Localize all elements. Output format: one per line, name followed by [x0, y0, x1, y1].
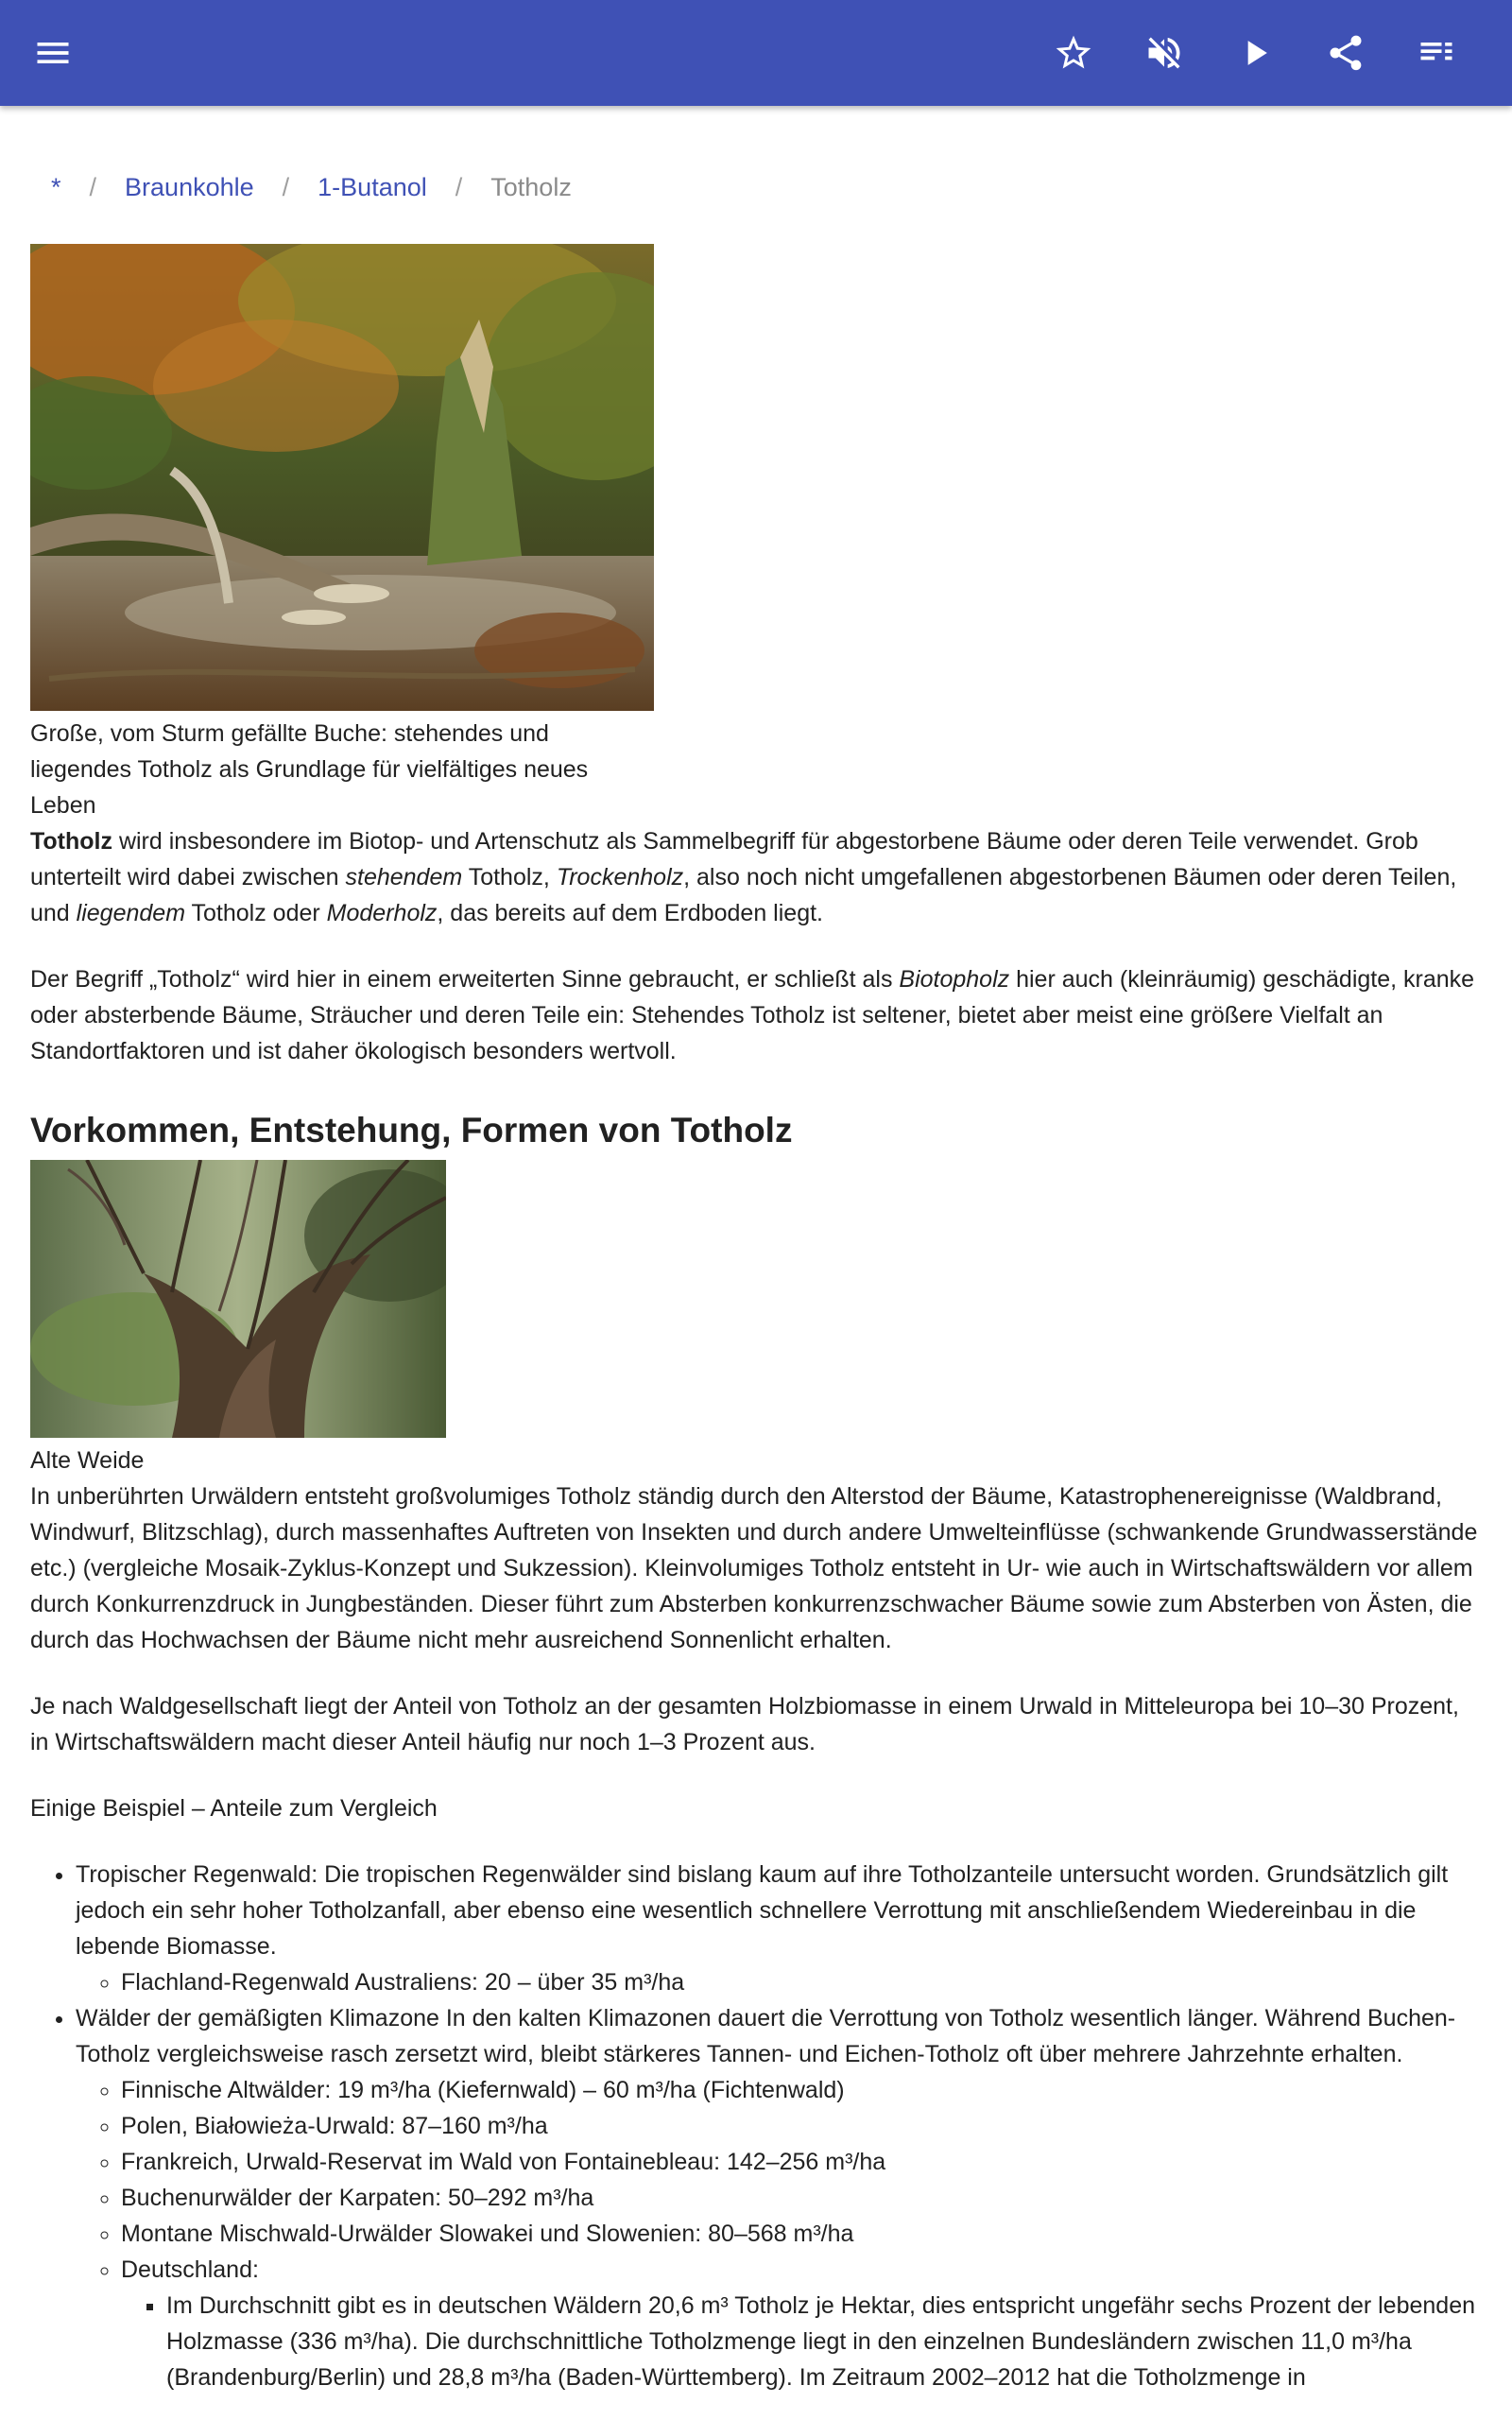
list-item: ◦ Flachland-Regenwald Australiens: 20 – über 35 m³/ha	[121, 1964, 1482, 2000]
intro-paragraph-1	[30, 823, 1482, 931]
text-span: Der Begriff „Totholz“ wird hier in einem erweiterten Sinne gebraucht, er schließt als	[30, 966, 900, 993]
intro-paragraph-2	[30, 961, 1482, 1069]
app-bar	[0, 0, 1512, 106]
text-span: wird insbesondere im Biotop- und Artenschutz als Sammelbegriff für abgestorbene Bäume oder deren Teile verwendet. Grob unterteilt wird dabei zwischen	[30, 828, 1418, 890]
sublist-germany	[121, 2288, 1482, 2395]
emphasis-biotopholz: Biotopholz	[899, 966, 1010, 993]
emphasis-moderholz: Moderholz	[326, 900, 438, 926]
fallen-beech-photo[interactable]	[30, 244, 654, 711]
list-item-text: Wälder der gemäßigten Klimazone In den kalten Klimazonen dauert die Verrottung von Totholz wesentlich länger. Während Buchen-Totholz vergleichsweise rasch zersetzt wird, bleibt stärkeres Tannen- und Eichen-Totholz oft über mehrere Jahrzehnte erhalten.	[76, 2005, 1456, 2067]
share-icon	[1325, 32, 1366, 74]
breadcrumb	[30, 142, 1482, 233]
text-span: Totholz oder	[185, 900, 327, 926]
list-item: ◦ Frankreich, Urwald-Reservat im Wald von Fontainebleau: 142–256 m³/ha	[121, 2144, 1482, 2180]
breadcrumb-separator: /	[89, 172, 97, 201]
section-heading: Vorkommen, Entstehung, Formen von Totholz	[30, 1111, 793, 1150]
emphasis-trockenholz: Trockenholz	[556, 864, 684, 890]
section-paragraph-2: Je nach Waldgesellschaft liegt der Anteil von Totholz an der gesamten Holzbiomasse in einem Urwald in Mitteleuropa bei 10–30 Prozent, in Wirtschaftswäldern macht dieser Anteil häufig nur noch 1–3 Prozent aus.	[30, 1693, 1459, 1755]
breadcrumb-item-home[interactable]: *	[51, 172, 61, 201]
list-item-germany	[121, 2252, 1482, 2395]
breadcrumb-item-braunkohle[interactable]: Braunkohle	[125, 172, 254, 201]
list-item: ◦ Montane Mischwald-Urwälder Slowakei und Slowenien: 80–568 m³/ha	[121, 2216, 1482, 2252]
examples-list	[30, 1857, 1482, 2395]
menu-icon	[32, 32, 74, 74]
term-totholz: Totholz	[30, 828, 112, 855]
text-span: Totholz,	[462, 864, 557, 890]
section-paragraph-3: Einige Beispiel – Anteile zum Vergleich	[30, 1795, 438, 1822]
contents-button[interactable]	[1406, 23, 1467, 83]
list-item-tropical	[76, 1857, 1482, 2000]
text-span: hier auch (kleinräumig) geschädigte, kranke oder absterbende Bäume, Sträucher und deren Teile ein: Stehendes Totholz ist seltener, bietet aber meist eine größere Vielfalt an Standortfaktoren und ist daher ökologisch besonders wertvoll.	[30, 966, 1475, 1064]
share-button[interactable]	[1315, 23, 1376, 83]
volume-off-icon	[1143, 32, 1185, 74]
sublist-tropical	[76, 1964, 1482, 2000]
star-outline-icon	[1053, 32, 1094, 74]
list-item: ◦ Finnische Altwälder: 19 m³/ha (Kiefernwald) – 60 m³/ha (Fichtenwald)	[121, 2072, 1482, 2108]
favorite-button[interactable]	[1043, 23, 1104, 83]
list-item: ◦ Polen, Białowieża-Urwald: 87–160 m³/ha	[121, 2108, 1482, 2144]
figure-caption: Alte Weide	[30, 1447, 145, 1474]
emphasis-liegendem: liegendem	[76, 900, 186, 926]
figure-caption: Große, vom Sturm gefällte Buche: stehendes und liegendes Totholz als Grundlage für vielfältiges neues Leben	[30, 720, 589, 819]
list-item: ▪ Im Durchschnitt gibt es in deutschen Wäldern 20,6 m³ Totholz je Hektar, dies entspricht ungefähr sechs Prozent der lebenden Holzmasse (336 m³/ha). Die durchschnittliche Totholzmenge liegt in den einzelnen Bundesländern zwischen 11,0 m³/ha (Brandenburg/Berlin) und 28,8 m³/ha (Baden-Württemberg). Im Zeitraum 2002–2012 hat die Totholzmenge in	[166, 2288, 1482, 2395]
text-span: , also noch nicht umgefallenen abgestorbenen Bäumen oder deren Teilen, und	[30, 864, 1457, 926]
text-span: , das bereits auf dem Erdboden liegt.	[437, 900, 823, 926]
figure-old-willow	[30, 1160, 1482, 1478]
figure-fallen-beech	[30, 244, 1482, 823]
list-item-temperate	[76, 2000, 1482, 2395]
article	[30, 142, 1482, 2395]
playlist-icon	[1416, 32, 1457, 74]
old-willow-photo[interactable]	[30, 1160, 446, 1438]
emphasis-stehendem: stehendem	[345, 864, 463, 890]
section-paragraph-1: In unberührten Urwäldern entsteht großvolumiges Totholz ständig durch den Alterstod der Bäume, Katastrophenereignisse (Waldbrand, Windwurf, Blitzschlag), durch massenhaftes Auftreten von Insekten und durch andere Umwelteinflüsse (schwankende Grundwasserstände etc.) (vergleiche Mosaik-Zyklus-Konzept und Sukzession). Kleinvolumiges Totholz entsteht in Ur- wie auch in Wirtschaftswäldern vor allem durch Konkurrenzdruck in Jungbeständen. Dieser führt zum Absterben konkurrenzschwacher Bäume sowie zum Absterben von Ästen, die durch das Hochwachsen der Bäume nicht mehr ausreichend Sonnenlicht erhalten.	[30, 1483, 1478, 1653]
play-icon	[1234, 32, 1276, 74]
sublist-temperate	[76, 2072, 1482, 2395]
breadcrumb-current: Totholz	[490, 172, 572, 201]
list-item-text: Deutschland:	[121, 2256, 259, 2283]
play-button[interactable]	[1225, 23, 1285, 83]
breadcrumb-separator: /	[282, 172, 290, 201]
mute-button[interactable]	[1134, 23, 1194, 83]
list-item: ◦ Buchenurwälder der Karpaten: 50–292 m³/ha	[121, 2180, 1482, 2216]
list-item-text: Tropischer Regenwald: Die tropischen Regenwälder sind bislang kaum auf ihre Totholzanteile untersucht worden. Grundsätzlich gilt jedoch ein sehr hoher Totholzanfall, aber ebenso eine wesentlich schnellere Verrottung mit anschließendem Wiedereinbau in die lebende Biomasse.	[76, 1861, 1449, 1960]
menu-button[interactable]	[23, 23, 83, 83]
breadcrumb-item-butanol[interactable]: 1-Butanol	[318, 172, 427, 201]
breadcrumb-separator: /	[455, 172, 463, 201]
